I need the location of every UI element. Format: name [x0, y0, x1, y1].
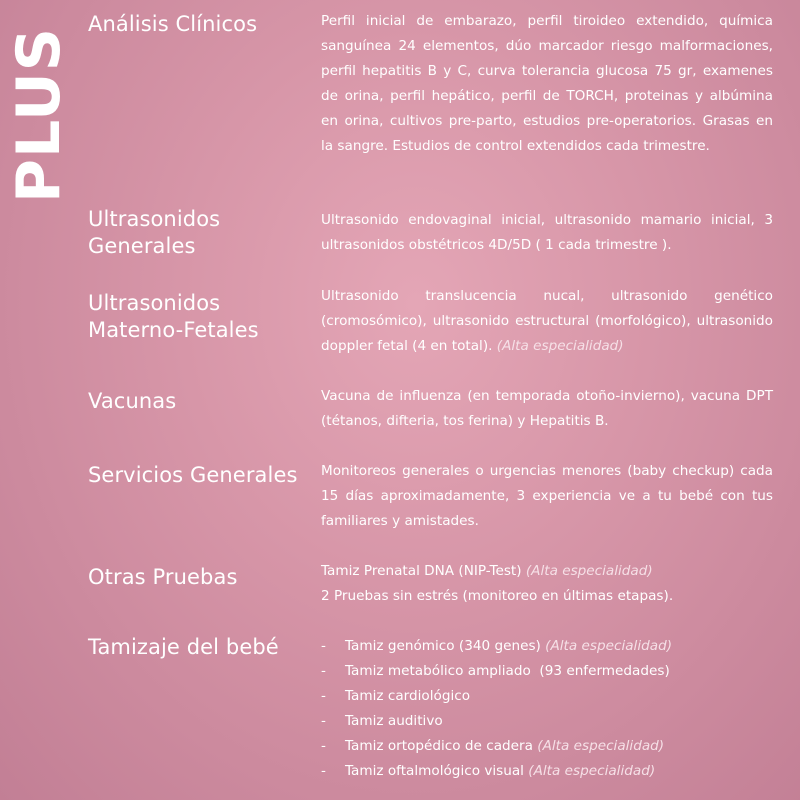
test-line: Tamiz Prenatal DNA (NIP-Test): [321, 563, 522, 579]
section-description: [321, 559, 773, 609]
specialty-note: (Alta especialidad): [496, 338, 624, 354]
brand-logo: [4, 26, 74, 204]
item-text: Tamiz metabólico ampliado (93 enfermedades): [345, 663, 670, 679]
dash-marker: -: [321, 763, 326, 779]
item-text: Tamiz cardiológico: [345, 688, 471, 704]
specialty-note: (Alta especialidad): [537, 738, 665, 754]
section-title: Ultrasonidos Materno-Fetales: [88, 291, 259, 342]
item-text: Tamiz ortopédico de cadera: [345, 738, 533, 754]
dash-marker: -: [321, 713, 326, 729]
section-description: Ultrasonido endovaginal inicial, ultrasonido mamario inicial, 3 ultrasonidos obstétricos 4D/5D ( 1 cada trimestre ).: [321, 212, 773, 253]
section-title: Otras Pruebas: [88, 565, 238, 589]
item-text: Tamiz auditivo: [345, 713, 443, 729]
item-text: Tamiz oftalmológico visual: [345, 763, 524, 779]
section-description: Perfil inicial de embarazo, perfil tiroideo extendido, química sanguínea 24 elementos, dúo marcador riesgo malformaciones, perfil hepatitis B y C, curva tolerancia glucosa 75 gr, examenes de orina, perfil hepático, perfil de TORCH, proteinas y albúmina en orina, cultivos pre-parto, estudios pre-operatorios. Grasas en la sangre. Estudios de control extendidos cada trimestre.: [321, 13, 773, 154]
section-description: Vacuna de influenza (en temporada otoño-invierno), vacuna DPT (tétanos, difteria, tos ferina) y Hepatitis B.: [321, 388, 773, 429]
specialty-note: (Alta especialidad): [545, 638, 672, 654]
list-item: [321, 684, 773, 709]
screening-list: [321, 634, 773, 784]
list-item: [321, 659, 773, 684]
test-line: 2 Pruebas sin estrés (monitoreo en últimas etapas).: [321, 588, 674, 604]
list-item: [321, 734, 773, 759]
list-item: [321, 634, 773, 659]
specialty-note: (Alta especialidad): [525, 563, 653, 579]
item-text: Tamiz genómico (340 genes): [345, 638, 541, 654]
dash-marker: -: [321, 738, 326, 754]
section-text: Ultrasonido translucencia nucal, ultrasonido genético (cromosómico), ultrasonido estructural (morfológico), ultrasonido doppler fetal (4 en total).: [321, 288, 773, 354]
brand-text: PLUS: [4, 26, 74, 204]
section-title: Servicios Generales: [88, 463, 298, 487]
dash-marker: -: [321, 663, 326, 679]
section-description: Monitoreos generales o urgencias menores (baby checkup) cada 15 días aproximadamente, 3 experiencia ve a tu bebé con tus familiares y amistades.: [321, 463, 773, 529]
section-title: Tamizaje del bebé: [88, 635, 279, 659]
dash-marker: -: [321, 638, 326, 654]
section-title: Vacunas: [88, 389, 177, 413]
section-description: [321, 284, 773, 359]
list-item: [321, 759, 773, 784]
section-title: Ultrasonidos Generales: [88, 207, 221, 258]
dash-marker: -: [321, 688, 326, 704]
specialty-note: (Alta especialidad): [528, 763, 656, 779]
section-title: Análisis Clínicos: [88, 12, 258, 36]
list-item: [321, 709, 773, 734]
section-description: [321, 634, 773, 784]
